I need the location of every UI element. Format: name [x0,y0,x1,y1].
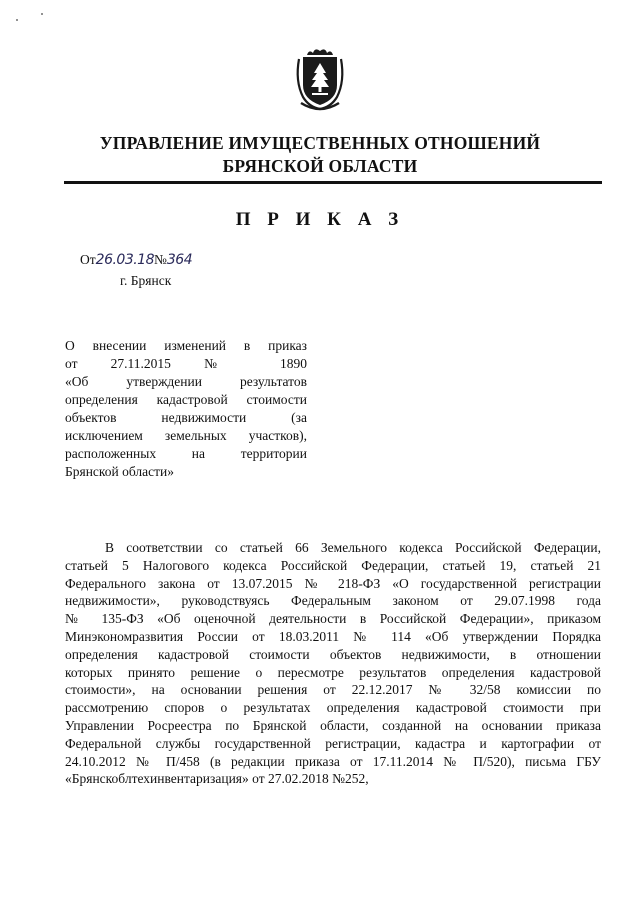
organization-name [0,132,640,178]
subject-line: О внесении изменений в приказ [65,338,307,353]
number-prefix: № [154,252,167,267]
body-line: 24.10.2012 № П/458 (в редакции приказа от 17.11.2014 № П/520), письма ГБУ [65,753,601,769]
body-line: рассмотрению споров о результатах определения кадастровой стоимости при [65,700,601,716]
org-line-1: УПРАВЛЕНИЕ ИМУЩЕСТВЕННЫХ ОТНОШЕНИЙ [99,133,541,153]
body-line: № 135-ФЗ «Об оценочной деятельности в Российской Федерации», приказом [65,611,601,627]
body-line: статьей 5 Налогового кодекса Российской Федерации, статьей 19, статьей 21 [65,557,601,573]
body-paragraph [65,539,601,788]
body-line: определения кадастровой стоимости объектов недвижимости, в отношении [65,646,601,662]
body-line: «Брянскоблтехинвентаризация» от 27.02.2018 №252, [65,771,369,787]
coat-of-arms-icon [293,47,347,113]
header-divider [64,181,602,184]
date-prefix: От [80,252,96,267]
body-line: Минэкономразвития России от 18.03.2011 № 114 «Об утверждении Порядка [65,628,601,644]
body-line: В соответствии со статьей 66 Земельного кодекса Российской Федерации, [105,540,601,555]
subject-line: объектов недвижимости (за [65,410,307,425]
body-line: недвижимости», руководствуясь Федеральным законом от 29.07.1998 года [65,593,601,609]
document-title: П Р И К А З [235,209,405,230]
subject-line: исключением земельных участков), [65,428,307,443]
body-line: стоимости», на основании решения от 22.12.2017 № 32/58 комиссии по [65,682,601,698]
body-line: которых принято решение о пересмотре результатов определения кадастровой [65,664,601,680]
handwritten-date: 26.03.18 [95,252,154,268]
subject-block [65,337,307,481]
date-number-line [80,252,192,268]
body-line: Управлении Росреестра по Брянской области, созданной на основании приказа [65,717,601,733]
subject-line: определения кадастровой стоимости [65,392,307,407]
body-line: Федерального закона от 13.07.2015 № 218-ФЗ «О государственной регистрации [65,575,601,591]
subject-line: от 27.11.2015 № 1890 [65,356,307,371]
body-line: Федеральной службы государственной регистрации, кадастра и картографии от [65,735,601,751]
org-line-2: БРЯНСКОЙ ОБЛАСТИ [222,156,418,176]
city-label: г. Брянск [120,273,172,288]
subject-line: «Об утверждении результатов [65,374,307,389]
handwritten-number: 364 [166,252,193,268]
subject-line: расположенных на территории [65,446,307,461]
subject-line: Брянской области» [65,464,175,479]
